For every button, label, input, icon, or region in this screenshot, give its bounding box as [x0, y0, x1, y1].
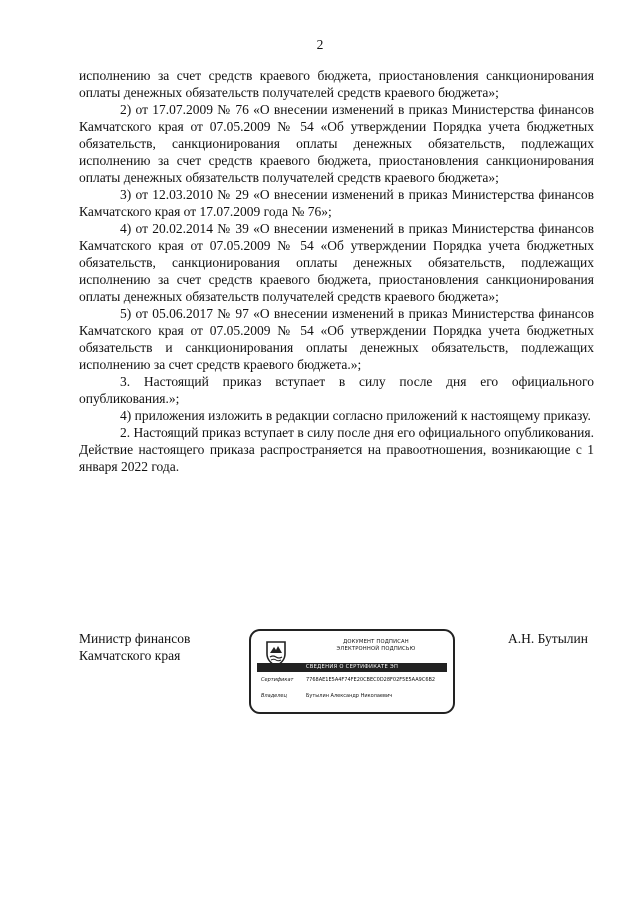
paragraph: 4) приложения изложить в редакции согласно приложений к настоящему приказу.	[120, 408, 591, 423]
signatory-name: А.Н. Бутылин	[508, 631, 588, 646]
owner-value: Бутылин Александр Николаевич	[306, 693, 393, 699]
paragraph: исполнению за счет средств краевого бюджета, приостановления санкционирования оплаты денежных обязательств получателей средств краевого бюджета»;	[79, 68, 594, 100]
stamp-title-line2: ЭЛЕКТРОННОЙ ПОДПИСЬЮ	[336, 646, 416, 652]
paragraph: 2. Настоящий приказ вступает в силу после дня его официального опубликования. Действие настоящего приказа распространяется на правоотношения, возникающие с 1 января 2022 года.	[79, 425, 594, 474]
certificate-row	[261, 677, 447, 684]
paragraph: 5) от 05.06.2017 № 97 «О внесении изменений в приказ Министерства финансов Камчатского края от 07.05.2009 № 54 «Об утверждении Порядка учета бюджетных обязательств и санкционирования оплаты денежных обязательств, подлежащих исполнению за счет средств краевого бюджета.»;	[79, 306, 594, 372]
owner-row	[261, 693, 447, 700]
certificate-value: 7768AE1E5A4F74FE20CBEC0D28F02F5E5AA9C6B2	[306, 677, 436, 683]
paragraph: 3) от 12.03.2010 № 29 «О внесении изменений в приказ Министерства финансов Камчатского края от 17.07.2009 года № 76»;	[79, 187, 594, 219]
signatory-position	[79, 630, 190, 664]
owner-label: Владелец	[261, 693, 287, 699]
signatory-position-line1: Министр финансов	[79, 631, 191, 646]
paragraph: 3. Настоящий приказ вступает в силу после дня его официального опубликования.»;	[79, 374, 594, 406]
paragraph: 4) от 20.02.2014 № 39 «О внесении изменений в приказ Министерства финансов Камчатского края от 07.05.2009 № 54 «Об утверждении Порядка учета бюджетных обязательств, санкционирования оплаты денежных обязательств, подлежащих исполнению за счет средств краевого бюджета, приостановления санкционирования оплаты денежных обязательств получателей средств краевого бюджета»;	[79, 221, 594, 304]
paragraph: 2) от 17.07.2009 № 76 «О внесении изменений в приказ Министерства финансов Камчатского края от 07.05.2009 № 54 «Об утверждении Порядка учета бюджетных обязательств, санкционирования оплаты денежных обязательств, подлежащих исполнению за счет средств краевого бюджета, приостановления санкционирования оплаты денежных обязательств получателей средств краевого бюджета»;	[79, 102, 594, 185]
stamp-title	[301, 639, 451, 653]
signatory-position-line2: Камчатского края	[79, 648, 181, 663]
electronic-signature-stamp	[249, 629, 455, 714]
certificate-label: Сертификат	[261, 677, 294, 683]
page-number: 2	[316, 37, 324, 52]
document-body	[79, 67, 594, 475]
certificate-info-header: СВЕДЕНИЯ О СЕРТИФИКАТЕ ЭП	[257, 663, 447, 672]
stamp-title-line1: ДОКУМЕНТ ПОДПИСАН	[343, 639, 409, 645]
